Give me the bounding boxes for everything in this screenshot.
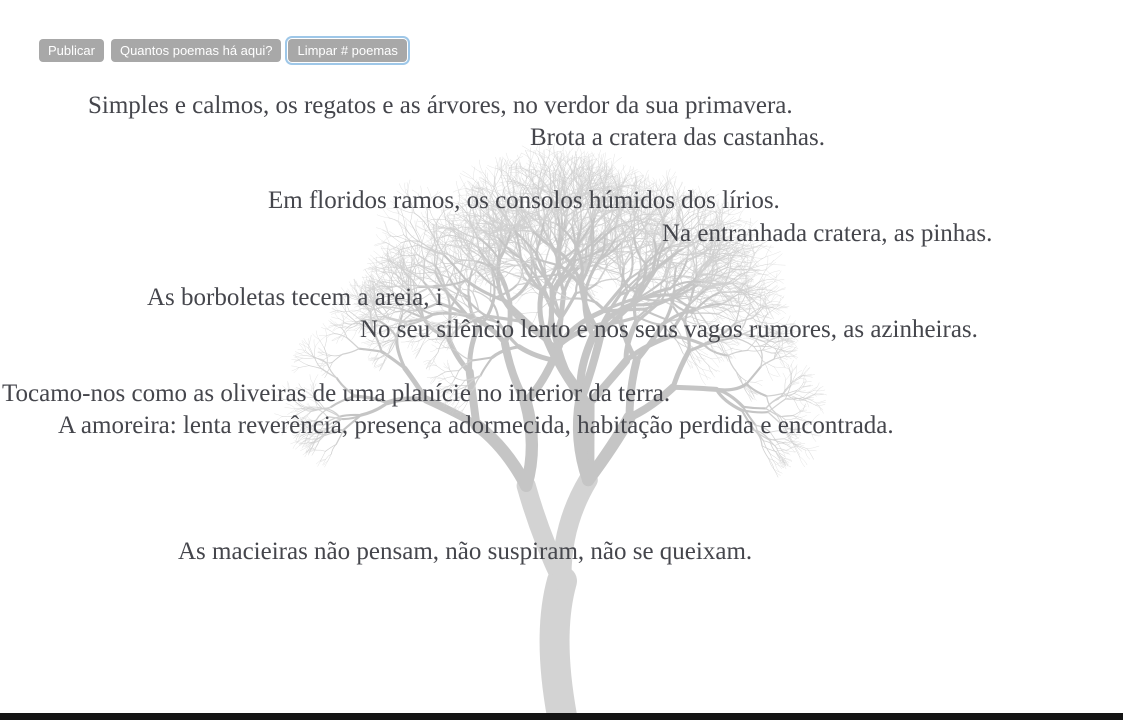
poem-line: Em floridos ramos, os consolos húmidos dos lírios. <box>268 187 780 214</box>
poem-line: Brota a cratera das castanhas. <box>530 124 825 151</box>
poem-line: A amoreira: lenta reverência, presença adormecida, habitação perdida e encontrada. <box>58 412 894 439</box>
poem-line: Na entranhada cratera, as pinhas. <box>662 220 993 247</box>
clear-poems-button[interactable]: Limpar # poemas <box>288 39 406 62</box>
poem-line: Simples e calmos, os regatos e as árvores, no verdor da sua primavera. <box>88 92 793 119</box>
poem-line: As macieiras não pensam, não suspiram, não se queixam. <box>178 538 753 565</box>
poem-line: As borboletas tecem a areia, i <box>147 284 443 311</box>
count-poems-button[interactable]: Quantos poemas há aqui? <box>111 39 282 62</box>
publish-button[interactable]: Publicar <box>39 39 104 62</box>
bottom-bar <box>0 713 1123 720</box>
poem-line: No seu silêncio lento e nos seus vagos rumores, as azinheiras. <box>360 316 978 343</box>
poem-line: Tocamo-nos como as oliveiras de uma planície no interior da terra. <box>2 380 671 407</box>
toolbar <box>39 39 407 62</box>
